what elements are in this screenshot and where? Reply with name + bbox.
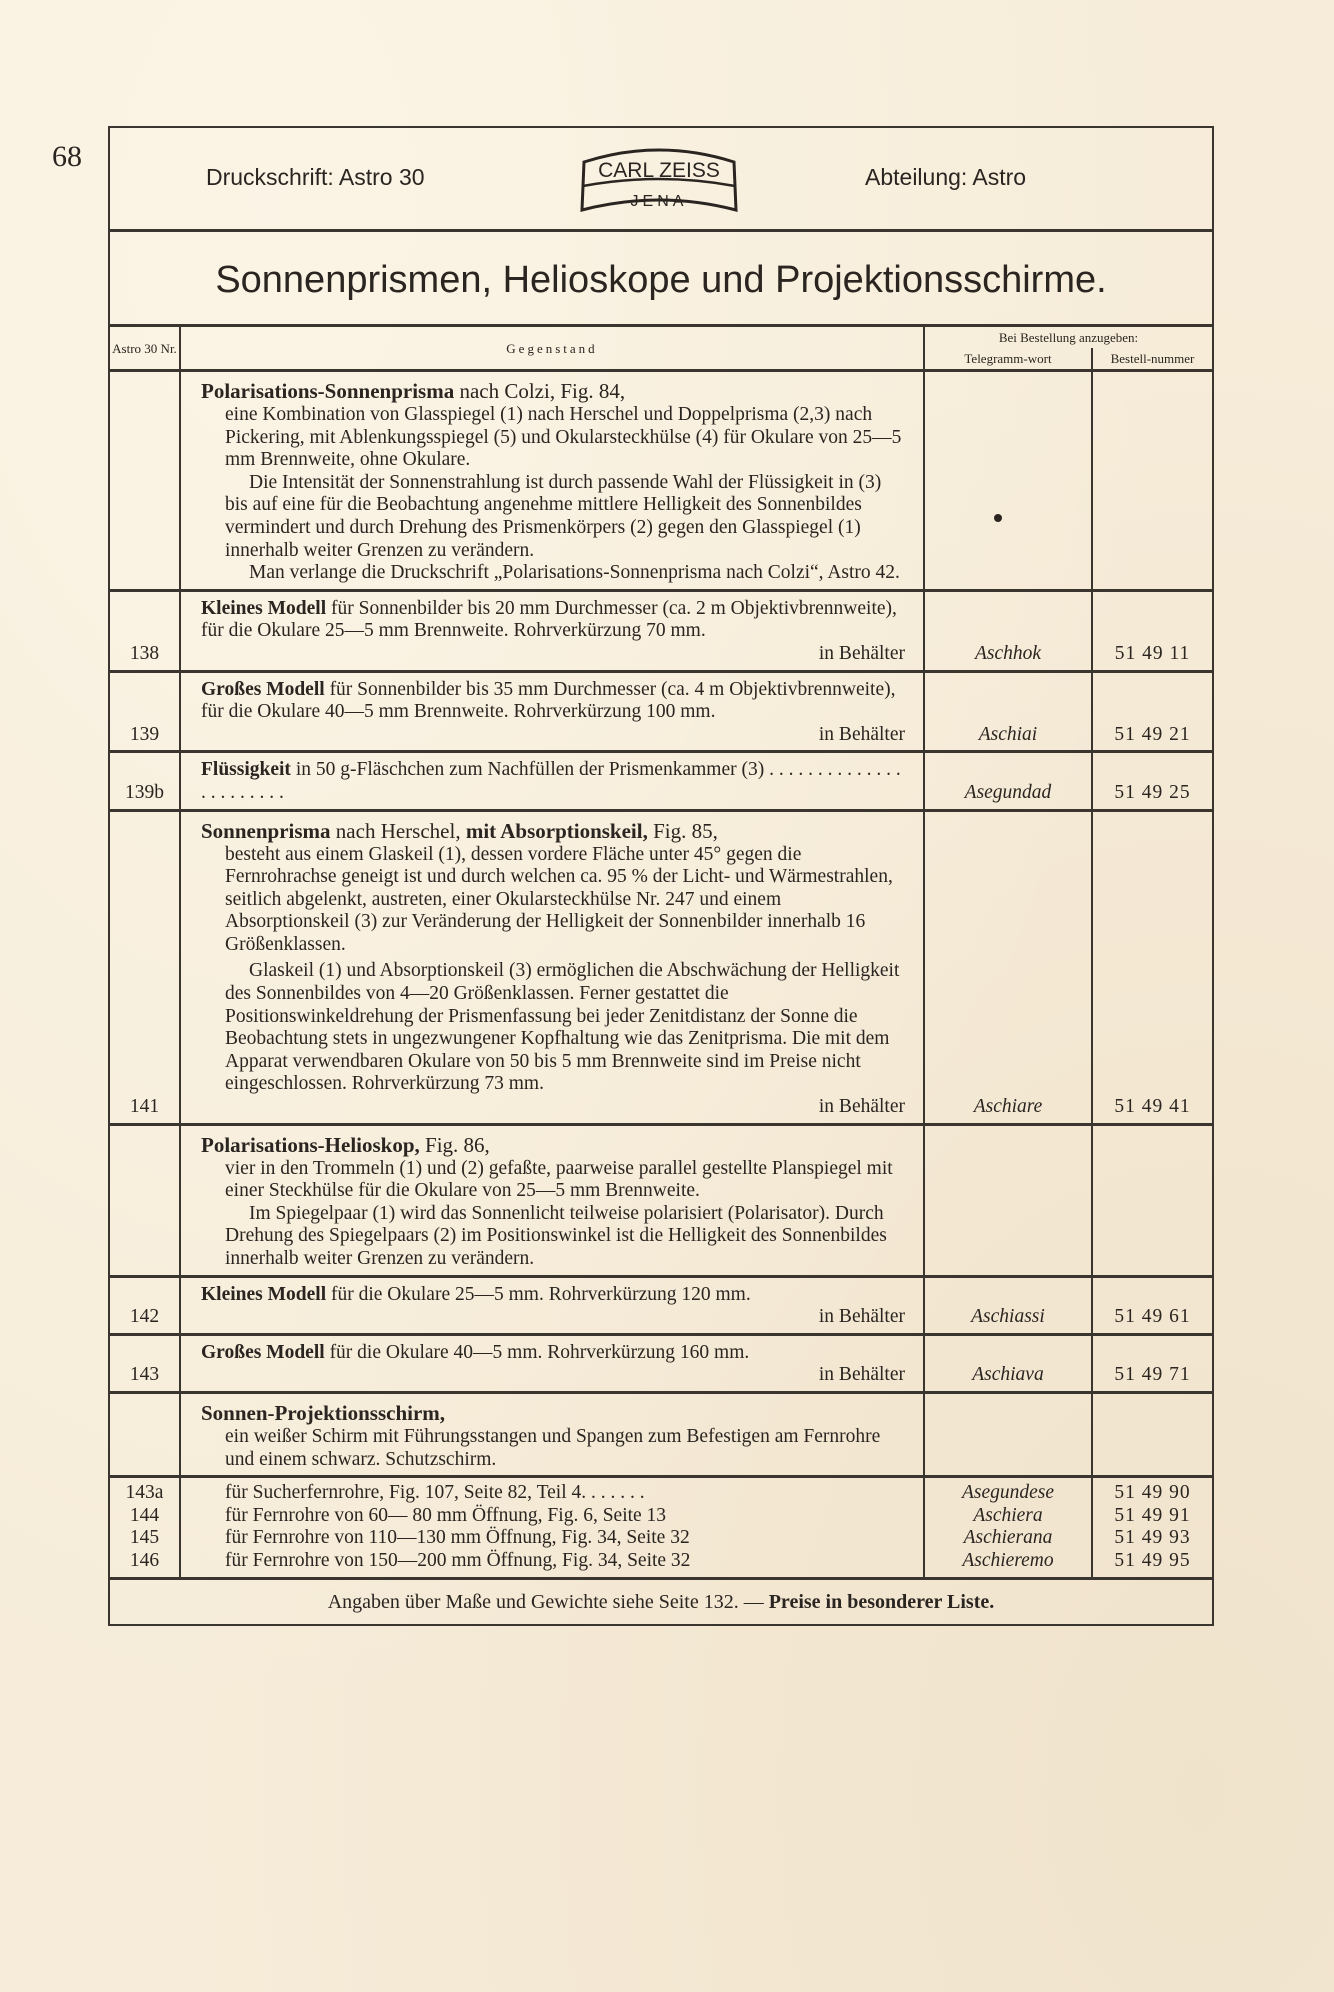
item-telegram: Aschierana	[963, 1527, 1053, 1549]
section-heading: nach Herschel,	[330, 818, 466, 843]
department-label: Abteilung: Astro	[865, 164, 1027, 190]
table-row	[110, 810, 1212, 1124]
title-band	[110, 232, 1212, 327]
item-order-no: 51 49 95	[1114, 1549, 1191, 1571]
item-nr: 141	[110, 810, 180, 1124]
catalog-table	[110, 327, 1212, 1577]
catalog-frame	[108, 126, 1214, 1626]
section-paragraph: ein weißer Schirm mit Führungsstangen und Spangen zum Befestigen am Fernrohre und einem schwarz. Schutzschirm.	[225, 1425, 881, 1470]
item-suffix: in Behälter	[818, 1364, 905, 1386]
section-row	[110, 1124, 1212, 1276]
item-order-no: 51 49 61	[1092, 1276, 1212, 1334]
catalog-header	[110, 128, 1212, 232]
footer-bold: Preise in besonderer Liste.	[768, 1590, 995, 1613]
section-heading-bold: Sonnen-Projektionsschirm,	[201, 1400, 446, 1425]
print-reference: Druckschrift: Astro 30	[206, 164, 425, 190]
screen-items-block	[110, 1477, 1212, 1577]
item-suffix: in Behälter	[818, 642, 905, 664]
item-nr: 139b	[110, 752, 180, 810]
footer-text: Angaben über Maße und Gewichte siehe Seite 132. —	[327, 1590, 769, 1613]
item-desc: in 50 g-Fläschchen zum Nachfüllen der Prismenkammer (3) . . . . . . . . . . . . . . . . . . . . . . .	[201, 759, 901, 803]
item-order-no: 51 49 90	[1114, 1482, 1191, 1504]
section-heading-2: Fig. 85,	[647, 818, 718, 843]
table-header-row	[110, 327, 1212, 348]
item-suffix: in Behälter	[818, 1096, 905, 1118]
item-title: Großes Modell	[201, 678, 325, 700]
col-header-telegram: Telegramm-wort	[924, 348, 1092, 371]
item-desc: für Fernrohre von 110—130 mm Öffnung, Fig. 34, Seite 32	[225, 1527, 690, 1549]
item-nr: 138	[110, 590, 180, 671]
item-telegram: Aschieremo	[962, 1549, 1054, 1571]
item-order-no: 51 49 11	[1092, 590, 1212, 671]
item-telegram: Aschiare	[924, 810, 1092, 1124]
item-telegram: Asegundese	[961, 1482, 1055, 1504]
item-desc: für Fernrohre von 150—200 mm Öffnung, Fig. 34, Seite 32	[225, 1549, 691, 1571]
table-row	[110, 1276, 1212, 1334]
item-suffix: in Behälter	[818, 1306, 905, 1328]
section-paragraph: Im Spiegelpaar (1) wird das Sonnenlicht teilweise polarisiert (Polarisator). Durch Drehung des Spiegelpaars (2) im Positionswinkel ist die Helligkeit des Sonnenbildes innerhalb weiter Grenzen zu verändern.	[225, 1202, 887, 1269]
item-desc: für Sonnenbilder bis 35 mm Durchmesser (ca. 4 m Objektivbrennweite), für die Okulare 40—5 mm Brennweite. Rohrverkürzung 100 mm.	[201, 678, 896, 723]
logo-text-bottom: JENA	[630, 193, 688, 210]
section-paragraph: Man verlange die Druckschrift „Polarisations-Sonnenprisma nach Colzi“, Astro 42.	[249, 562, 900, 584]
item-title: Kleines Modell	[201, 1283, 327, 1305]
table-row	[110, 671, 1212, 752]
footer-note	[110, 1577, 1212, 1624]
item-order-no: 51 49 41	[1092, 810, 1212, 1124]
section-paragraph: Die Intensität der Sonnenstrahlung ist durch passende Wahl der Flüssigkeit in (3) bis auf eine für die Beobachtung angenehme mittlere Helligkeit des Sonnenbildes vermindert und durch Drehung des Prismenkörpers (2) gegen den Glasspiegel (1) innerhalb weiter Grenzen zu verändern.	[225, 471, 882, 561]
section-heading-bold: Polarisations-Sonnenprisma	[201, 379, 455, 403]
item-nr: 145	[129, 1527, 160, 1549]
item-order-no: 51 49 91	[1114, 1504, 1191, 1526]
item-nr: 143	[110, 1334, 180, 1392]
col-header-nr: Astro 30 Nr.	[110, 327, 180, 371]
section-paragraph: besteht aus einem Glaskeil (1), dessen vordere Fläche unter 45° gegen die Fernrohrachse geneigt ist und durch welchen ca. 95 % der Licht- und Wärmestrahlen, seitlich abgelenkt, austreten, einer Okularsteckhülse Nr. 247 und einem Absorptionskeil (3) zur Veränderung der Helligkeit der Sonnenbilder innerhalb 16 Größenklassen.	[225, 843, 893, 955]
col-header-item: Gegenstand	[180, 327, 924, 371]
table-row	[110, 752, 1212, 810]
item-telegram: Aschhok	[924, 590, 1092, 671]
table-row	[110, 1334, 1212, 1392]
item-nr: 144	[129, 1504, 160, 1526]
item-order-no: 51 49 93	[1114, 1527, 1191, 1549]
logo-text-top: CARL ZEISS	[598, 159, 720, 182]
col-header-order-no: Bestell-nummer	[1092, 348, 1212, 371]
item-order-no: 51 49 71	[1092, 1334, 1212, 1392]
table-row	[110, 590, 1212, 671]
item-title: Großes Modell	[201, 1341, 325, 1363]
item-nr: 146	[129, 1549, 160, 1571]
item-desc: für Sucherfernrohre, Fig. 107, Seite 82, Teil 4. . . . . . .	[225, 1482, 645, 1504]
section-heading-bold: Sonnenprisma	[201, 818, 331, 843]
item-order-no: 51 49 25	[1092, 752, 1212, 810]
section-heading-bold-2: mit Absorptionskeil,	[465, 818, 648, 843]
print-speck	[994, 514, 1002, 522]
section-paragraph: Glaskeil (1) und Absorptionskeil (3) ermöglichen die Abschwächung der Helligkeit des Sonnenbildes von 4—20 Größenklassen. Ferner gestattet die Positionswinkeldrehung der Prismenfassung bei jeder Zenitdistanz der Sonne die Beobachtung stets in ungezwungener Kopfhaltung wie das Zenitprisma. Die mit dem Apparat verwendbaren Okulare von 50 bis 5 mm Brennweite sind im Preise nicht eingeschlossen. Rohrverkürzung 73 mm.	[225, 960, 900, 1095]
item-desc: für Sonnenbilder bis 20 mm Durchmesser (ca. 2 m Objektivbrennweite), für die Okulare 25—5 mm Brennweite. Rohrverkürzung 70 mm.	[201, 597, 897, 642]
item-telegram: Aschiai	[924, 671, 1092, 752]
item-nr: 143a	[125, 1482, 164, 1504]
section-row	[110, 371, 1212, 591]
section-heading-bold: Polarisations-Helioskop,	[201, 1132, 420, 1157]
item-desc: für Fernrohre von 60— 80 mm Öffnung, Fig. 6, Seite 13	[225, 1504, 667, 1526]
item-order-no: 51 49 21	[1092, 671, 1212, 752]
section-row	[110, 1392, 1212, 1476]
item-desc: für die Okulare 25—5 mm. Rohrverkürzung 120 mm.	[326, 1283, 751, 1305]
item-title: Flüssigkeit	[201, 759, 291, 781]
item-telegram: Aschiava	[924, 1334, 1092, 1392]
page-title: Sonnenprismen, Helioskope und Projektionsschirme.	[215, 259, 1107, 301]
item-desc: für die Okulare 40—5 mm. Rohrverkürzung 160 mm.	[324, 1341, 750, 1363]
carl-zeiss-logo	[574, 142, 744, 224]
item-telegram: Aschiera	[973, 1504, 1043, 1526]
section-heading: Fig. 86,	[419, 1132, 490, 1157]
col-header-order-group: Bei Bestellung anzugeben:	[924, 327, 1212, 348]
item-telegram: Asegundad	[924, 752, 1092, 810]
item-title: Kleines Modell	[201, 597, 327, 619]
item-nr: 139	[110, 671, 180, 752]
section-paragraph: vier in den Trommeln (1) und (2) gefaßte, paarweise parallel gestellte Planspiegel mit einer Steckhülse für die Okulare von 25—5 mm Brennweite.	[225, 1157, 893, 1202]
item-nr: 142	[110, 1276, 180, 1334]
section-heading: nach Colzi, Fig. 84,	[454, 379, 626, 403]
page-number: 68	[52, 140, 82, 173]
section-paragraph: eine Kombination von Glasspiegel (1) nach Herschel und Doppelprisma (2,3) nach Pickering, mit Ablenkungsspiegel (5) und Okularsteckhülse (4) für Okulare von 25—5 mm Brennweite, ohne Okulare.	[225, 404, 902, 471]
item-telegram: Aschiassi	[924, 1276, 1092, 1334]
item-suffix: in Behälter	[818, 723, 905, 745]
